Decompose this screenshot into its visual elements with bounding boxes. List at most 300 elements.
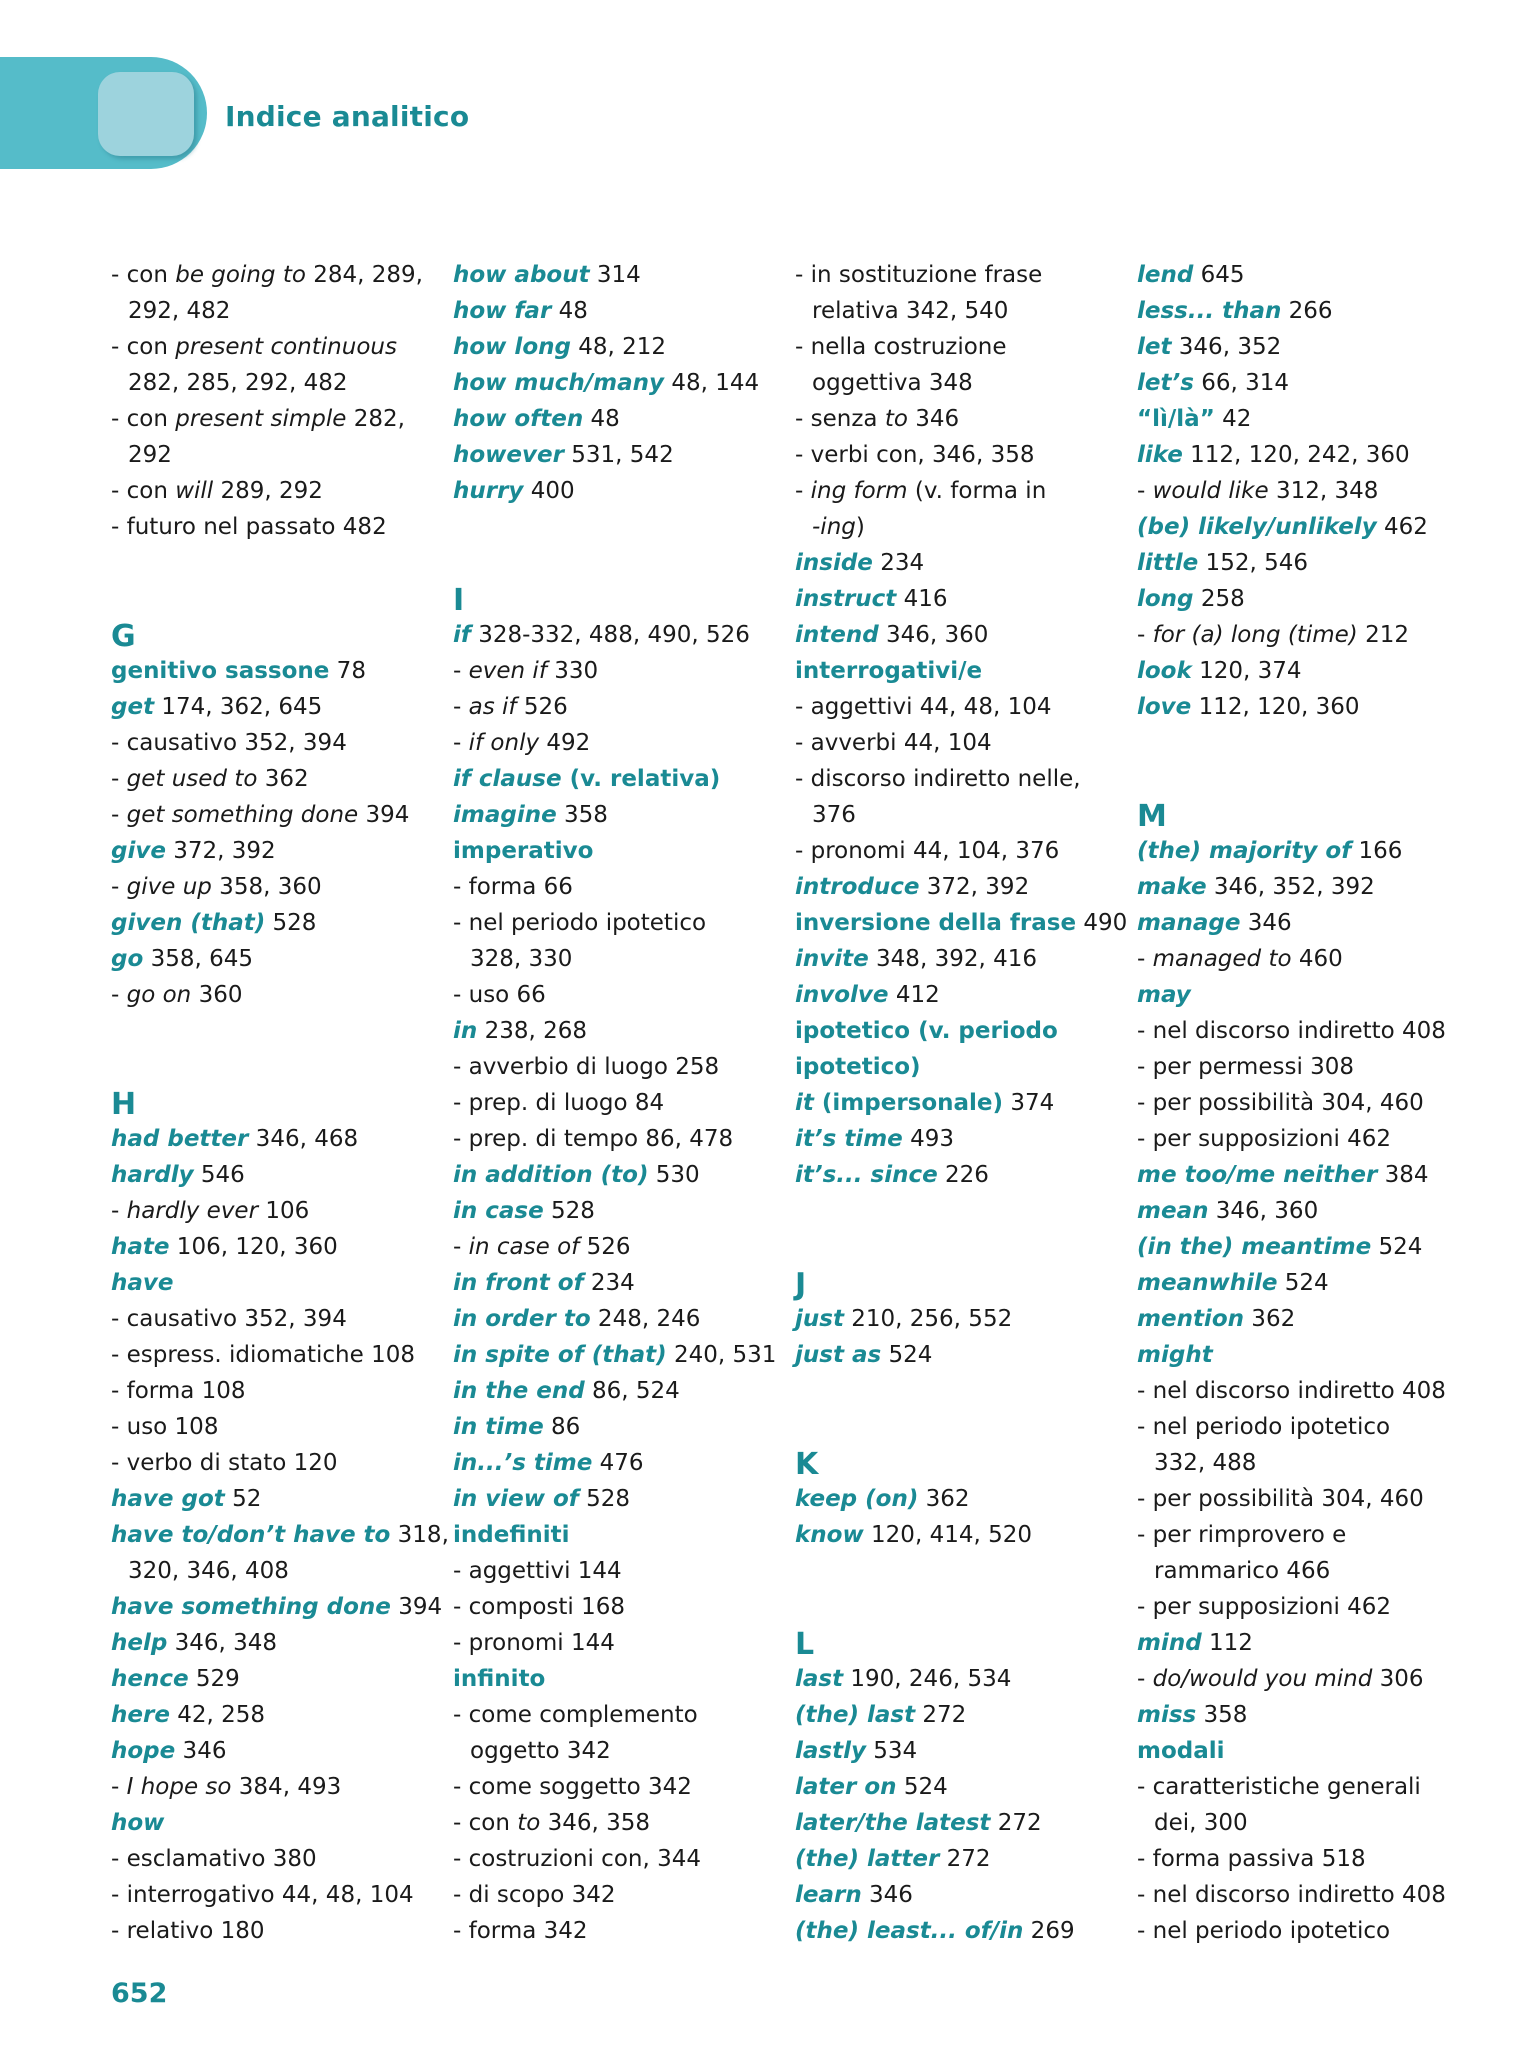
index-term: (v. relativa) <box>561 766 721 792</box>
spacer <box>795 1553 1125 1589</box>
index-term: me too/me neither <box>1137 1162 1378 1188</box>
index-text: 48 <box>583 406 620 432</box>
index-term: long <box>1137 586 1194 612</box>
index-term: meanwhile <box>1137 1270 1278 1296</box>
index-subentry <box>1137 941 1467 977</box>
index-text: 292 <box>128 442 172 468</box>
index-term: here <box>111 1702 170 1728</box>
index-term: less... than <box>1137 298 1282 324</box>
index-term: have something done <box>111 1594 391 1620</box>
spacer <box>795 1193 1125 1229</box>
index-term: (the) majority of <box>1137 838 1352 864</box>
index-subentry <box>1137 1049 1467 1085</box>
index-subentry <box>111 869 441 905</box>
index-text: - <box>1137 622 1153 648</box>
index-entry <box>1137 689 1467 725</box>
index-text: 372, 392 <box>919 874 1030 900</box>
index-text: 66, 314 <box>1193 370 1290 396</box>
index-entry-continuation <box>795 293 1125 329</box>
index-subentry <box>1137 1841 1467 1877</box>
index-text: 328, 330 <box>470 946 573 972</box>
index-text: 234 <box>872 550 925 576</box>
index-text: 234 <box>583 1270 635 1296</box>
index-entry <box>1137 1733 1467 1769</box>
index-term: how about <box>453 262 590 288</box>
index-text: - <box>795 478 811 504</box>
index-term: keep (on) <box>795 1486 919 1512</box>
index-text: - forma passiva 518 <box>1137 1846 1366 1872</box>
index-term: learn <box>795 1882 862 1908</box>
index-subentry <box>795 473 1125 509</box>
index-subentry <box>1137 617 1467 653</box>
index-term: manage <box>1137 910 1241 936</box>
index-term: (be) likely/unlikely <box>1137 514 1377 540</box>
index-text: 526 <box>516 694 568 720</box>
index-subentry <box>111 1373 441 1409</box>
index-term: last <box>795 1666 844 1692</box>
index-entry <box>111 1733 441 1769</box>
index-text: - nel periodo ipotetico <box>1137 1414 1391 1440</box>
index-text: 78 <box>329 658 366 684</box>
index-entry <box>795 1121 1125 1157</box>
index-text: 412 <box>888 982 940 1008</box>
index-text: - <box>111 1774 127 1800</box>
index-term: lend <box>1137 262 1194 288</box>
index-entry <box>453 329 783 365</box>
index-term: how <box>111 1810 165 1836</box>
index-text: 346, 468 <box>248 1126 359 1152</box>
index-entry <box>795 1661 1125 1697</box>
index-entry <box>111 1589 441 1625</box>
index-entry <box>111 653 441 689</box>
index-text: J <box>795 1267 807 1302</box>
index-text: 272 <box>990 1810 1042 1836</box>
index-text: get something done <box>126 802 359 828</box>
index-text: 384, 493 <box>231 1774 342 1800</box>
index-text: - per supposizioni 462 <box>1137 1594 1392 1620</box>
index-entry <box>1137 257 1467 293</box>
index-text: - nel discorso indiretto 408 <box>1137 1018 1446 1044</box>
index-term: hurry <box>453 478 524 504</box>
index-text: 526 <box>579 1234 631 1260</box>
index-entry <box>453 1193 783 1229</box>
index-term: introduce <box>795 874 920 900</box>
index-entry <box>453 293 783 329</box>
index-text: - <box>453 730 469 756</box>
index-entry <box>1137 653 1467 689</box>
index-text: present simple <box>175 406 347 432</box>
index-entry <box>453 401 783 437</box>
index-term: if <box>453 622 471 648</box>
index-subentry <box>453 1769 783 1805</box>
index-entry-continuation <box>795 797 1125 833</box>
index-text: 490 <box>1076 910 1128 936</box>
index-entry <box>795 1085 1125 1121</box>
index-text: even if <box>468 658 547 684</box>
index-text: K <box>795 1447 819 1482</box>
index-entry <box>795 1301 1125 1337</box>
index-text: 346 <box>175 1738 227 1764</box>
index-text: - verbi con, 346, 358 <box>795 442 1035 468</box>
index-text: - relativo 180 <box>111 1918 265 1944</box>
section-letter <box>111 617 441 653</box>
index-text: - prep. di tempo 86, 478 <box>453 1126 734 1152</box>
index-subentry <box>453 1697 783 1733</box>
index-entry <box>1137 1193 1467 1229</box>
spacer <box>111 581 441 617</box>
index-text: - come soggetto 342 <box>453 1774 692 1800</box>
index-text: 524 <box>1371 1234 1423 1260</box>
index-text: 269 <box>1023 1918 1075 1944</box>
index-text: H <box>111 1087 137 1122</box>
index-text: 360 <box>191 982 243 1008</box>
index-subentry <box>453 905 783 941</box>
index-entry <box>795 1517 1125 1553</box>
index-subentry <box>111 257 441 293</box>
index-entry <box>1137 1229 1467 1265</box>
index-text: 248, 246 <box>590 1306 701 1332</box>
index-text: ) <box>855 514 865 540</box>
index-text: - composti 168 <box>453 1594 626 1620</box>
index-entry <box>1137 977 1467 1013</box>
index-text: 346 <box>907 406 960 432</box>
index-text: get used to <box>126 766 258 792</box>
index-text: 86, 524 <box>584 1378 680 1404</box>
index-text: - caratteristiche generali <box>1137 1774 1421 1800</box>
index-subentry <box>1137 1913 1467 1949</box>
index-entry <box>1137 833 1467 869</box>
index-text: - come complemento <box>453 1702 698 1728</box>
index-term: hope <box>111 1738 176 1764</box>
index-subentry <box>111 1877 441 1913</box>
index-subentry <box>1137 1589 1467 1625</box>
index-text: 258 <box>1193 586 1245 612</box>
index-subentry <box>795 761 1125 797</box>
spacer <box>453 509 783 545</box>
index-text: 166 <box>1351 838 1403 864</box>
index-term: however <box>453 442 564 468</box>
index-text: 332, 488 <box>1154 1450 1257 1476</box>
index-entry <box>111 905 441 941</box>
index-text: 529 <box>188 1666 240 1692</box>
index-entry-continuation <box>111 1553 441 1589</box>
index-text: - <box>111 1198 127 1224</box>
index-text: 346 <box>861 1882 913 1908</box>
index-entry <box>111 1805 441 1841</box>
index-text: - uso 108 <box>111 1414 219 1440</box>
index-term: imperativo <box>453 838 594 864</box>
index-text: 106, 120, 360 <box>169 1234 338 1260</box>
index-subentry <box>111 1445 441 1481</box>
index-term: get <box>111 694 155 720</box>
index-subentry <box>111 761 441 797</box>
spacer <box>795 1589 1125 1625</box>
index-entry <box>453 1301 783 1337</box>
index-text: managed to <box>1152 946 1292 972</box>
index-term: in spite of (that) <box>453 1342 667 1368</box>
index-entry <box>795 1337 1125 1373</box>
index-text: 400 <box>523 478 575 504</box>
index-subentry <box>1137 1877 1467 1913</box>
index-subentry <box>1137 1409 1467 1445</box>
index-entry <box>453 257 783 293</box>
index-term: may <box>1137 982 1191 1008</box>
index-term: mean <box>1137 1198 1209 1224</box>
section-letter <box>1137 797 1467 833</box>
index-text: - uso 66 <box>453 982 546 1008</box>
index-subentry <box>111 725 441 761</box>
index-text: 306 <box>1372 1666 1424 1692</box>
section-letter <box>453 581 783 617</box>
index-subentry <box>1137 1121 1467 1157</box>
index-text: do/would you mind <box>1152 1666 1373 1692</box>
index-entry <box>111 1697 441 1733</box>
index-text: dei, 300 <box>1154 1810 1248 1836</box>
index-column-3 <box>795 257 1128 1949</box>
index-entry <box>453 1337 783 1373</box>
index-entry <box>1137 437 1467 473</box>
index-text: 42, 258 <box>169 1702 266 1728</box>
index-entry <box>1137 1265 1467 1301</box>
index-text: 394 <box>358 802 410 828</box>
index-text: 238, 268 <box>477 1018 587 1044</box>
index-term: let’s <box>1137 370 1194 396</box>
index-term: it’s... since <box>795 1162 938 1188</box>
index-term: in...’s time <box>453 1450 593 1476</box>
index-text: 374 <box>1003 1090 1055 1116</box>
spacer <box>111 1049 441 1085</box>
index-text: 328-332, 488, 490, 526 <box>470 622 750 648</box>
index-entry <box>453 1265 783 1301</box>
index-text: - con <box>111 334 176 360</box>
index-entry <box>111 689 441 725</box>
index-text: 318, <box>390 1522 449 1548</box>
spacer <box>111 1013 441 1049</box>
index-text: - <box>453 694 469 720</box>
index-text: 372, 392 <box>165 838 276 864</box>
index-entry <box>795 977 1125 1013</box>
index-entry <box>453 1013 783 1049</box>
index-subentry <box>795 833 1125 869</box>
index-subentry <box>795 437 1125 473</box>
index-text: - nel periodo ipotetico <box>453 910 707 936</box>
index-term: in time <box>453 1414 544 1440</box>
index-text: - per possibilità 304, 460 <box>1137 1486 1424 1512</box>
index-term: (in the) meantime <box>1137 1234 1372 1260</box>
index-text: I <box>453 583 465 618</box>
index-entry-continuation <box>1137 1445 1467 1481</box>
index-term: in case <box>453 1198 544 1224</box>
index-entry <box>1137 509 1467 545</box>
index-entry <box>111 1517 449 1553</box>
spacer <box>1137 761 1467 797</box>
index-text: go on <box>126 982 192 1008</box>
index-text: - per permessi 308 <box>1137 1054 1355 1080</box>
index-text: 312, 348 <box>1268 478 1379 504</box>
index-entry <box>1137 545 1467 581</box>
index-text: relativa 342, 540 <box>812 298 1009 324</box>
index-text: 460 <box>1291 946 1343 972</box>
index-text: - <box>1137 478 1153 504</box>
index-term: look <box>1137 658 1192 684</box>
index-text: 226 <box>937 1162 989 1188</box>
index-term: inversione della frase <box>795 910 1077 936</box>
index-term: inside <box>795 550 873 576</box>
index-text: be going to <box>175 262 306 288</box>
index-entry-continuation <box>111 365 441 401</box>
index-entry <box>795 1805 1125 1841</box>
index-text: to <box>884 406 908 432</box>
index-text: - espress. idiomatiche 108 <box>111 1342 415 1368</box>
index-text: - pronomi 44, 104, 376 <box>795 838 1060 864</box>
index-term: hence <box>111 1666 189 1692</box>
index-text: 52 <box>224 1486 262 1512</box>
index-subentry <box>111 401 441 437</box>
index-subentry <box>1137 1373 1467 1409</box>
index-term: in view of <box>453 1486 579 1512</box>
index-text: 48 <box>551 298 588 324</box>
index-term: had better <box>111 1126 249 1152</box>
index-text: 266 <box>1281 298 1333 324</box>
index-entry <box>111 1661 441 1697</box>
index-entry-continuation <box>795 509 1125 545</box>
index-text: 524 <box>896 1774 948 1800</box>
index-text: 493 <box>902 1126 954 1152</box>
index-text: 42 <box>1214 406 1252 432</box>
index-text: 284, 289, <box>305 262 423 288</box>
index-text: 190, 246, 534 <box>843 1666 1012 1692</box>
index-subentry <box>453 653 783 689</box>
index-text: 330 <box>546 658 599 684</box>
index-subentry <box>111 1913 441 1949</box>
index-entry-continuation <box>111 293 441 329</box>
index-entry-continuation <box>453 941 783 977</box>
index-text: (v. forma in <box>907 478 1047 504</box>
index-term: in front of <box>453 1270 584 1296</box>
index-subentry <box>1137 473 1467 509</box>
index-text: - <box>453 658 469 684</box>
index-term: genitivo sassone <box>111 658 330 684</box>
index-text: 524 <box>1277 1270 1329 1296</box>
index-text: - pronomi 144 <box>453 1630 615 1656</box>
index-text: 346, 360 <box>1208 1198 1319 1224</box>
index-entry <box>795 941 1125 977</box>
index-entry <box>453 365 783 401</box>
index-text: - futuro nel passato 482 <box>111 514 387 540</box>
index-entry <box>111 1625 441 1661</box>
index-entry <box>453 1481 783 1517</box>
index-text: 346 <box>1240 910 1292 936</box>
index-entry-continuation <box>1137 1553 1467 1589</box>
index-text: - aggettivi 44, 48, 104 <box>795 694 1052 720</box>
index-text: - con <box>111 406 176 432</box>
index-entry <box>795 617 1125 653</box>
index-term: (impersonale) <box>813 1090 1004 1116</box>
index-subentry <box>453 1625 783 1661</box>
index-subentry <box>453 1229 783 1265</box>
index-term: in order to <box>453 1306 591 1332</box>
index-subentry <box>453 689 783 725</box>
index-text: 48, 144 <box>664 370 760 396</box>
index-term: lastly <box>795 1738 866 1764</box>
index-text: would like <box>1152 478 1269 504</box>
index-text: 528 <box>265 910 317 936</box>
index-term: how often <box>453 406 584 432</box>
index-entry <box>453 1157 783 1193</box>
index-subentry <box>453 1805 783 1841</box>
index-term: imagine <box>453 802 557 828</box>
index-text: 48, 212 <box>570 334 667 360</box>
header-tab-square <box>98 72 194 156</box>
index-text: 394 <box>390 1594 443 1620</box>
index-term: given (that) <box>111 910 266 936</box>
index-term: make <box>1137 874 1207 900</box>
index-entry <box>453 617 783 653</box>
index-entry <box>795 1697 1125 1733</box>
index-text: -ing <box>812 514 856 540</box>
index-subentry <box>453 869 783 905</box>
index-term: hardly <box>111 1162 194 1188</box>
index-term: help <box>111 1630 168 1656</box>
index-text: 384 <box>1377 1162 1429 1188</box>
index-term: infinito <box>453 1666 546 1692</box>
index-text: L <box>795 1627 815 1662</box>
index-text: - <box>1137 1666 1153 1692</box>
index-text: 174, 362, 645 <box>154 694 323 720</box>
index-text: to <box>517 1810 541 1836</box>
index-text: 86 <box>543 1414 581 1440</box>
index-text: 358 <box>556 802 608 828</box>
index-subentry <box>453 1049 783 1085</box>
index-term: how much/many <box>453 370 665 396</box>
index-entry <box>1137 581 1467 617</box>
index-term: mind <box>1137 1630 1202 1656</box>
index-text: 282, 285, 292, 482 <box>128 370 348 396</box>
index-term: “lì/là” <box>1137 406 1215 432</box>
index-text: - con <box>453 1810 518 1836</box>
index-text: 346, 352, 392 <box>1206 874 1375 900</box>
index-subentry <box>111 797 441 833</box>
index-subentry <box>453 1841 783 1877</box>
index-text: 528 <box>543 1198 595 1224</box>
index-subentry <box>111 1301 441 1337</box>
index-subentry <box>1137 1085 1467 1121</box>
index-entry <box>453 1445 783 1481</box>
index-subentry <box>453 1913 783 1949</box>
index-term: in the end <box>453 1378 585 1404</box>
spacer <box>453 545 783 581</box>
index-text: - discorso indiretto nelle, <box>795 766 1081 792</box>
page-title: Indice analitico <box>225 100 470 133</box>
index-subentry <box>1137 1013 1467 1049</box>
index-text: 272 <box>915 1702 967 1728</box>
index-text: 120, 374 <box>1191 658 1302 684</box>
index-text: - nella costruzione <box>795 334 1007 360</box>
index-subentry <box>453 1589 783 1625</box>
index-text: 292, 482 <box>128 298 231 324</box>
index-text: 546 <box>193 1162 245 1188</box>
index-text: 462 <box>1376 514 1428 540</box>
index-entry <box>453 1517 783 1553</box>
index-text: 534 <box>865 1738 918 1764</box>
index-entry <box>1137 329 1467 365</box>
index-text: - con <box>111 262 176 288</box>
index-subentry <box>453 977 783 1013</box>
index-entry <box>453 437 783 473</box>
index-term: (the) least... of/in <box>795 1918 1024 1944</box>
index-term: might <box>1137 1342 1213 1368</box>
index-term: it’s time <box>795 1126 903 1152</box>
